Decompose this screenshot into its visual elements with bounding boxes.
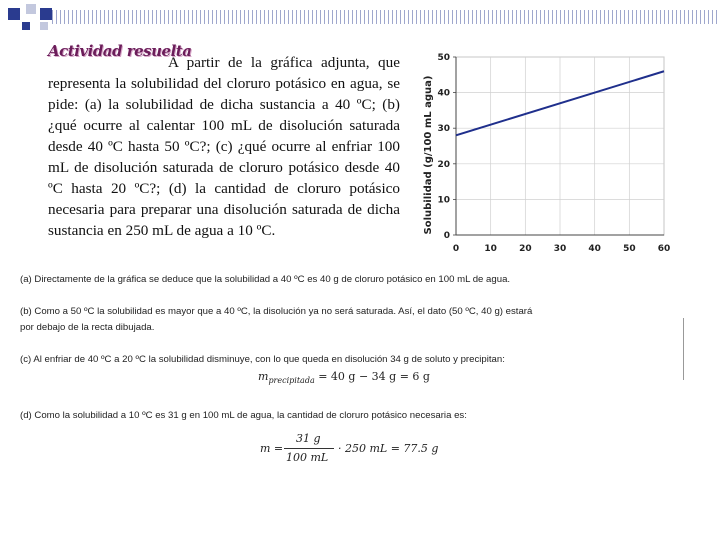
y-tick-label: 10 — [437, 195, 450, 206]
formula-subscript: precipitada — [268, 376, 315, 386]
mass-equation-result: · 250 mL = 77.5 g — [338, 442, 439, 455]
decor-square — [40, 8, 52, 20]
x-tick-label: 0 — [452, 244, 460, 254]
solution-b-line2: por debajo de la recta dibujada. — [20, 322, 155, 333]
formula-m: m — [258, 370, 269, 383]
solubility-chart — [420, 45, 680, 270]
header-stripe — [52, 10, 720, 24]
chart-grid — [456, 57, 664, 235]
x-tick-label: 20 — [519, 244, 532, 254]
solution-c: (c) Al enfriar de 40 ºC a 20 ºC la solubilidad disminuye, con lo que queda en disolución 34 g de soluto y precipitan: — [20, 354, 505, 365]
chart-y-axis-label: Solubilidad (g/100 mL agua) — [423, 75, 434, 235]
solution-a: (a) Directamente de la gráfica se deduce que la solubilidad a 40 ºC es 40 g de cloruro potásico en 100 mL de agua. — [20, 274, 511, 285]
precipitated-mass-formula — [258, 370, 430, 385]
problem-text: A partir de la gráfica adjunta, que representa la solubilidad del cloruro potásico en agua, se pide: (a) la solubilidad de dicha sustancia a 40 ºC; (b) ¿qué ocurre al calentar 100 mL de disolución saturada desde 40 ºC hasta 50 ºC?; (c) ¿qué ocurre al enfriar 100 mL de disolución saturada de cloruro potásico desde 40 ºC hasta 20 ºC?; (d) la cantidad de cloruro potásico necesaria para preparar una disolución saturada de dicha sustancia en 250 mL de agua a 10 ºC. — [48, 54, 400, 239]
x-tick-label: 40 — [588, 244, 601, 254]
fraction-denominator: 100 mL — [286, 451, 329, 464]
y-tick-label: 30 — [437, 124, 450, 135]
solution-b-line1: (b) Como a 50 ºC la solubilidad es mayor que a 40 ºC, la disolución ya no será saturada. Así, el dato (50 ºC, 40 g) estará — [20, 306, 533, 317]
decor-square — [8, 8, 20, 20]
decor-square — [22, 22, 30, 30]
fraction-numerator: 31 g — [296, 432, 321, 445]
activity-title: Actividad resuelta — [48, 42, 192, 60]
fraction-bar — [284, 448, 334, 449]
y-tick-label: 20 — [437, 159, 450, 170]
x-tick-label: 10 — [484, 244, 497, 254]
divider-line — [683, 318, 684, 380]
decor-square — [40, 22, 48, 30]
x-tick-label: 60 — [657, 244, 671, 254]
formula-rhs: = 40 g − 34 g = 6 g — [318, 370, 430, 383]
x-tick-label: 30 — [553, 244, 567, 254]
solution-d: (d) Como la solubilidad a 10 ºC es 31 g en 100 mL de agua, la cantidad de cloruro potásico necesaria es: — [20, 410, 467, 421]
y-tick-label: 0 — [443, 231, 450, 241]
problem-statement — [48, 52, 400, 241]
mass-equation-lhs: m = — [260, 442, 284, 455]
y-tick-label: 50 — [437, 53, 450, 63]
x-tick-label: 50 — [623, 244, 636, 254]
decor-square — [26, 4, 36, 14]
y-tick-label: 40 — [437, 88, 450, 99]
